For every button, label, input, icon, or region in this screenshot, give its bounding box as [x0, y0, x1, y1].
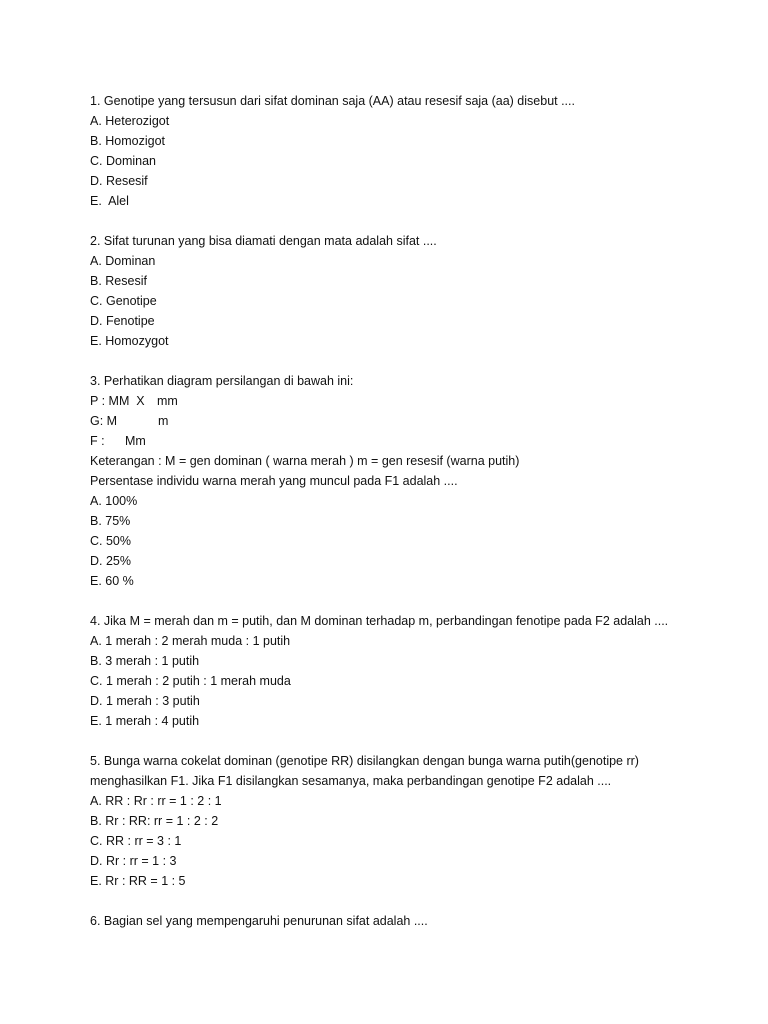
gamete-label: G: M: [90, 414, 118, 428]
option-b: B. Homozigot: [90, 134, 166, 148]
document-page: [90, 91, 750, 931]
spacer: [90, 891, 750, 911]
option-a: A. Dominan: [90, 254, 156, 268]
option-c: C. 1 merah : 2 putih : 1 merah muda: [90, 674, 291, 688]
cross-diagram-parent-row: [90, 391, 750, 411]
option-a: A. Heterozigot: [90, 114, 170, 128]
parent-right: mm: [157, 394, 178, 408]
question-4: [90, 611, 750, 731]
cross-diagram-filial-row: [90, 431, 750, 451]
question-2: [90, 231, 750, 351]
parent-label: P : MM X: [90, 394, 145, 408]
option-e: E. Homozygot: [90, 334, 169, 348]
question-6: [90, 911, 750, 931]
gamete-right: m: [158, 414, 169, 428]
spacer: [90, 351, 750, 371]
spacer: [90, 211, 750, 231]
option-e: E. 60 %: [90, 574, 134, 588]
option-a: A. 1 merah : 2 merah muda : 1 putih: [90, 634, 291, 648]
option-c: C. 50%: [90, 534, 131, 548]
question-stem: 6. Bagian sel yang mempengaruhi penurunan sifat adalah ....: [90, 914, 428, 928]
question-note: Keterangan : M = gen dominan ( warna merah ) m = gen resesif (warna putih): [90, 454, 520, 468]
option-b: B. 75%: [90, 514, 131, 528]
filial-label: F :: [90, 434, 105, 448]
option-d: D. Rr : rr = 1 : 3: [90, 854, 177, 868]
option-d: D. Fenotipe: [90, 314, 155, 328]
option-d: D. Resesif: [90, 174, 148, 188]
option-c: C. Dominan: [90, 154, 156, 168]
spacer: [90, 731, 750, 751]
question-prompt: Persentase individu warna merah yang muncul pada F1 adalah ....: [90, 474, 458, 488]
option-b: B. 3 merah : 1 putih: [90, 654, 200, 668]
question-5: [90, 751, 750, 891]
question-1: [90, 91, 750, 211]
option-e: E. Rr : RR = 1 : 5: [90, 874, 186, 888]
question-3: [90, 371, 750, 591]
option-c: C. Genotipe: [90, 294, 157, 308]
option-b: B. Rr : RR: rr = 1 : 2 : 2: [90, 814, 219, 828]
question-stem: 1. Genotipe yang tersusun dari sifat dominan saja (AA) atau resesif saja (aa) disebut ....: [90, 94, 575, 108]
option-c: C. RR : rr = 3 : 1: [90, 834, 182, 848]
question-stem: 3. Perhatikan diagram persilangan di bawah ini:: [90, 374, 354, 388]
filial-right: Mm: [125, 434, 146, 448]
cross-diagram-gamete-row: [90, 411, 750, 431]
option-a: A. RR : Rr : rr = 1 : 2 : 1: [90, 794, 222, 808]
option-a: A. 100%: [90, 494, 138, 508]
option-e: E. Alel: [90, 194, 129, 208]
question-stem: 2. Sifat turunan yang bisa diamati dengan mata adalah sifat ....: [90, 234, 437, 248]
option-d: D. 1 merah : 3 putih: [90, 694, 200, 708]
spacer: [90, 591, 750, 611]
question-stem: 5. Bunga warna cokelat dominan (genotipe RR) disilangkan dengan bunga warna putih(genotipe rr): [90, 754, 639, 768]
question-stem-continued: menghasilkan F1. Jika F1 disilangkan sesamanya, maka perbandingan genotipe F2 adalah ....: [90, 774, 612, 788]
option-b: B. Resesif: [90, 274, 147, 288]
option-e: E. 1 merah : 4 putih: [90, 714, 200, 728]
option-d: D. 25%: [90, 554, 131, 568]
question-stem: 4. Jika M = merah dan m = putih, dan M dominan terhadap m, perbandingan fenotipe pada F2 adalah ....: [90, 614, 669, 628]
